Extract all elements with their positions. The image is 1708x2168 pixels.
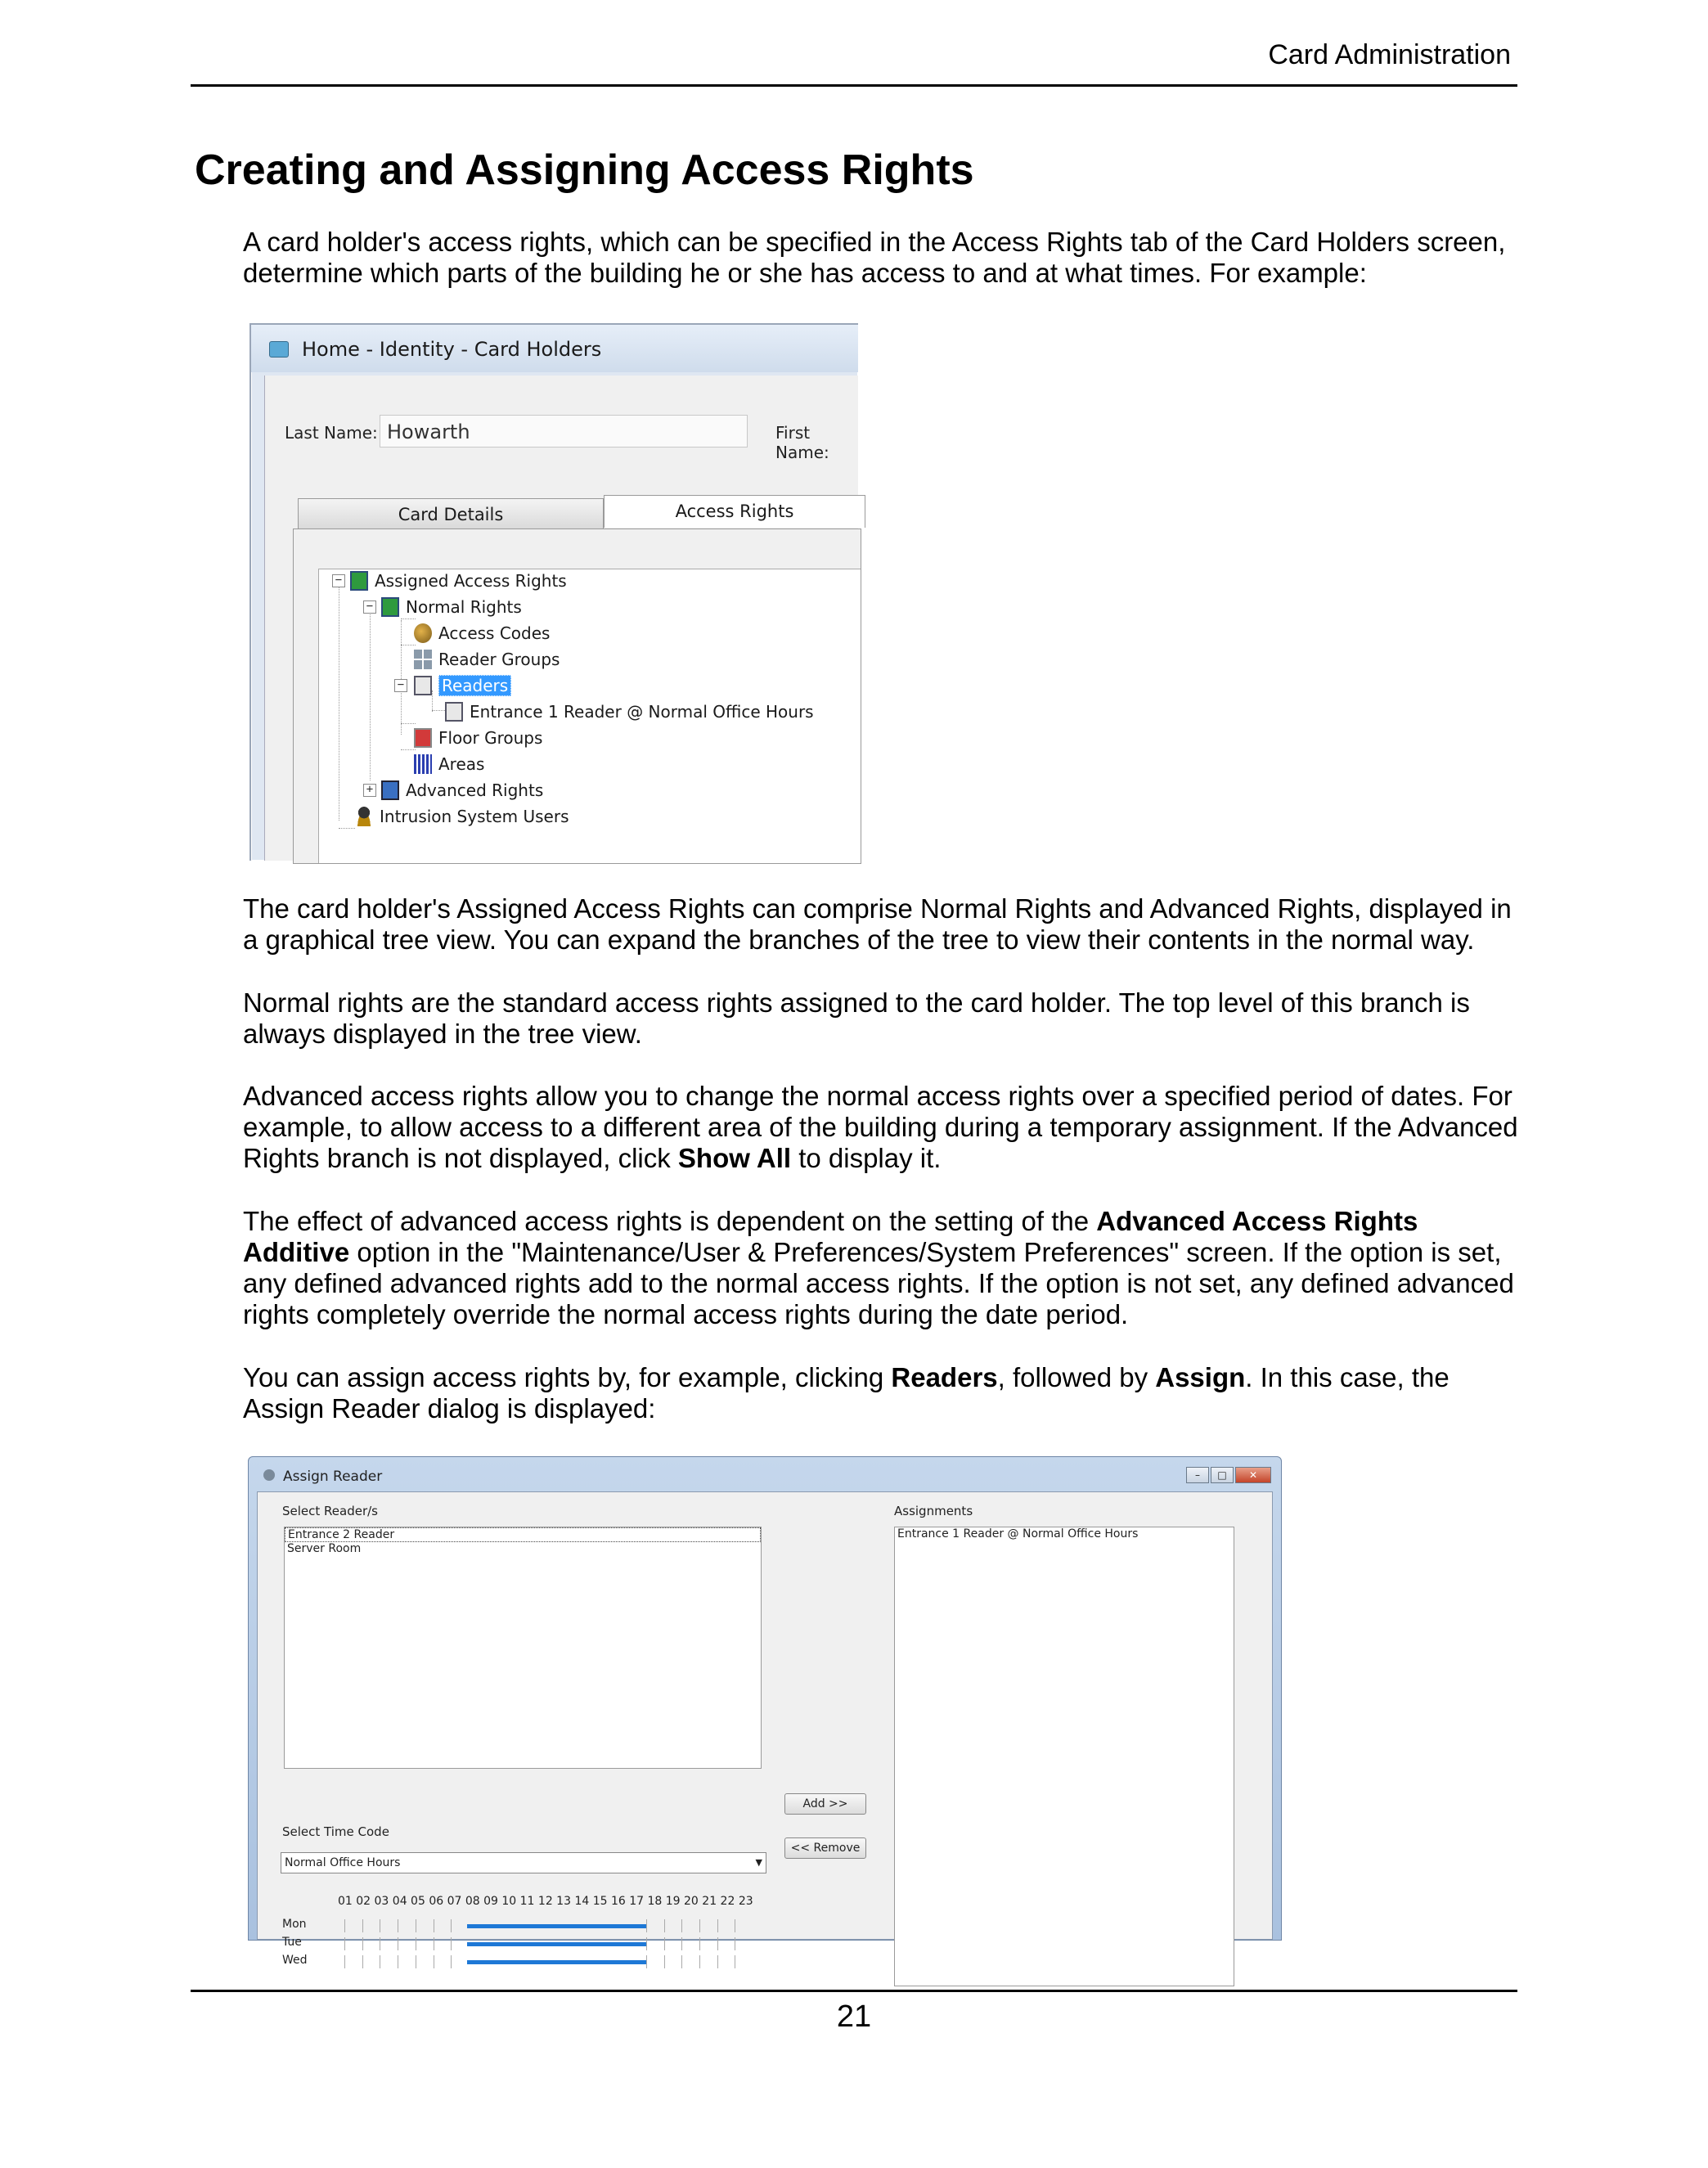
collapse-icon[interactable]: − xyxy=(332,574,345,587)
select-readers-label: Select Reader/s xyxy=(282,1504,378,1518)
hour-tick xyxy=(362,1937,363,1950)
assignments-list[interactable] xyxy=(894,1527,1234,1986)
hour-tick xyxy=(699,1937,700,1950)
elevator-icon xyxy=(414,728,432,748)
tree-node-label: Advanced Rights xyxy=(406,780,544,800)
list-item[interactable]: Entrance 1 Reader @ Normal Office Hours xyxy=(897,1527,1139,1541)
dialog-title: Assign Reader xyxy=(283,1469,383,1485)
hour-tick xyxy=(362,1955,363,1968)
hours-header: 01 02 03 04 05 06 07 08 09 10 11 12 13 14 15 16 17 18 19 20 21 22 23 xyxy=(338,1895,753,1908)
hour-tick xyxy=(646,1919,647,1932)
paragraph-advanced-rights: Advanced access rights allow you to change the normal access rights over a specified period of dates. For example, to allow access to a different area of the building during a temporary assignment. If the Advanced Rights branch is not displayed, click Show All to display it. xyxy=(243,1081,1518,1173)
intro-paragraph: A card holder's access rights, which can be specified in the Access Rights tab of the Card Holders screen, determine which parts of the building he or she has access to and at what times. For example: xyxy=(243,227,1506,288)
schedule-row xyxy=(338,1937,665,1950)
day-label: Mon xyxy=(282,1918,307,1931)
dialog-body xyxy=(257,1491,1273,1967)
window-titlebar xyxy=(251,325,858,372)
tab-card-details[interactable]: Card Details xyxy=(298,498,604,529)
schedule-row xyxy=(338,1955,665,1968)
door-icon xyxy=(381,780,399,800)
tree-node-label: Reader Groups xyxy=(438,650,560,669)
tree-connector xyxy=(401,723,416,724)
hour-tick xyxy=(664,1937,665,1950)
card-holder-form xyxy=(264,376,858,861)
page-number: 21 xyxy=(836,1999,872,2034)
page-footer-rule xyxy=(191,1990,1517,1992)
list-item[interactable]: Entrance 2 Reader xyxy=(285,1527,761,1542)
tree-node-intrusion-system-users[interactable] xyxy=(355,805,569,828)
access-codes-icon xyxy=(414,623,432,643)
tree-node-areas[interactable] xyxy=(414,753,484,776)
section-title: Card Administration xyxy=(1268,39,1511,70)
readers-list[interactable] xyxy=(284,1527,762,1769)
schedule-bar xyxy=(467,1942,647,1946)
reader-icon xyxy=(414,676,432,695)
time-code-value: Normal Office Hours xyxy=(285,1856,401,1869)
window-title: Home - Identity - Card Holders xyxy=(302,338,602,361)
hour-tick xyxy=(681,1919,682,1932)
remove-button[interactable]: << Remove xyxy=(784,1837,866,1859)
areas-icon xyxy=(414,754,432,774)
minimize-icon[interactable]: – xyxy=(1186,1467,1209,1483)
tab-access-rights[interactable]: Access Rights xyxy=(604,495,865,528)
hour-tick xyxy=(717,1937,718,1950)
door-icon xyxy=(381,597,399,617)
maximize-icon[interactable]: □ xyxy=(1211,1467,1234,1483)
expand-icon[interactable]: + xyxy=(363,784,376,797)
dialog-icon xyxy=(263,1469,275,1481)
collapse-icon[interactable]: − xyxy=(394,679,407,692)
tree-node-access-codes[interactable] xyxy=(414,622,550,645)
tree-node-entrance-reader[interactable] xyxy=(445,700,814,723)
hour-tick xyxy=(646,1937,647,1950)
tree-node-label: Areas xyxy=(438,754,485,774)
tree-node-advanced-rights[interactable] xyxy=(381,779,543,802)
paragraph-assigned-rights: The card holder's Assigned Access Rights can comprise Normal Rights and Advanced Rights, displayed in a graphical tree view. You can expand the branches of the tree to view their contents in the normal way. xyxy=(243,893,1512,955)
user-icon xyxy=(355,807,373,826)
tree-connector xyxy=(401,620,402,735)
card-holders-screenshot xyxy=(249,323,858,861)
hour-tick xyxy=(717,1955,718,1968)
tree-node-label: Normal Rights xyxy=(406,597,522,617)
home-icon xyxy=(269,341,289,358)
tree-connector xyxy=(401,618,416,619)
hour-tick xyxy=(344,1919,345,1932)
tree-node-normal-rights[interactable] xyxy=(381,596,522,618)
tree-connector xyxy=(339,828,355,829)
hour-tick xyxy=(646,1955,647,1968)
schedule-bar xyxy=(467,1960,647,1964)
last-name-label: Last Name: xyxy=(285,423,378,443)
hour-tick xyxy=(681,1955,682,1968)
paragraph-assign: You can assign access rights by, for example, clicking Readers, followed by Assign. In this case, the Assign Reader dialog is displayed: xyxy=(243,1362,1450,1424)
tree-node-readers[interactable] xyxy=(414,674,511,697)
paragraph-normal-rights: Normal rights are the standard access rights assigned to the card holder. The top level of this branch is always displayed in the tree view. xyxy=(243,987,1470,1049)
hour-tick xyxy=(681,1937,682,1950)
hour-tick xyxy=(362,1919,363,1932)
chevron-down-icon: ▼ xyxy=(755,1857,762,1868)
page-title: Creating and Assigning Access Rights xyxy=(195,146,974,194)
hour-tick xyxy=(344,1937,345,1950)
hour-tick xyxy=(699,1919,700,1932)
door-icon xyxy=(350,571,368,591)
tree-connector xyxy=(370,600,371,780)
paragraph-advanced-effect: The effect of advanced access rights is dependent on the setting of the Advanced Access Rights Additive option in the "Maintenance/User & Preferences/System Preferences" screen. If the option is set, any defined advanced rights add to the normal access rights. If the option is not set, any defined advanced rights completely override the normal access rights during the date period. xyxy=(243,1206,1514,1329)
last-name-input[interactable]: Howarth xyxy=(380,415,748,448)
add-button[interactable]: Add >> xyxy=(784,1793,866,1815)
tree-node-reader-groups[interactable] xyxy=(414,648,560,671)
access-rights-panel xyxy=(293,529,861,864)
tree-node-label: Access Codes xyxy=(438,623,551,643)
tree-connector xyxy=(401,749,416,750)
tree-node-label: Entrance 1 Reader @ Normal Office Hours xyxy=(470,702,814,722)
day-label: Wed xyxy=(282,1954,308,1967)
hour-tick xyxy=(699,1955,700,1968)
hour-tick xyxy=(451,1937,452,1950)
tree-node-label: Assigned Access Rights xyxy=(375,571,567,591)
reader-groups-icon xyxy=(414,650,432,669)
hour-tick xyxy=(344,1955,345,1968)
tree-node-label: Intrusion System Users xyxy=(380,807,569,826)
schedule-row xyxy=(338,1919,665,1932)
time-code-select[interactable] xyxy=(281,1852,766,1873)
hour-tick xyxy=(717,1919,718,1932)
list-item[interactable]: Server Room xyxy=(287,1542,362,1555)
tree-node-label: Readers xyxy=(438,675,511,696)
hour-tick xyxy=(664,1955,665,1968)
hour-tick xyxy=(451,1919,452,1932)
day-label: Tue xyxy=(282,1936,302,1949)
schedule-bar xyxy=(467,1924,647,1928)
time-code-label: Select Time Code xyxy=(282,1824,389,1839)
collapse-icon[interactable]: − xyxy=(363,600,376,614)
tree-node-assigned-access-rights[interactable] xyxy=(350,569,567,592)
first-name-label: First Name: xyxy=(775,423,829,462)
hour-tick xyxy=(664,1919,665,1932)
page-header xyxy=(191,0,1517,87)
hour-tick xyxy=(451,1955,452,1968)
close-icon[interactable]: ✕ xyxy=(1235,1467,1271,1483)
tree-node-floor-groups[interactable] xyxy=(414,726,542,749)
tree-node-label: Floor Groups xyxy=(438,728,543,748)
window-controls xyxy=(1184,1467,1271,1483)
reader-icon xyxy=(445,702,463,722)
assignments-label: Assignments xyxy=(894,1504,973,1518)
access-rights-tree xyxy=(318,569,861,863)
assign-reader-screenshot xyxy=(248,1456,1282,1967)
